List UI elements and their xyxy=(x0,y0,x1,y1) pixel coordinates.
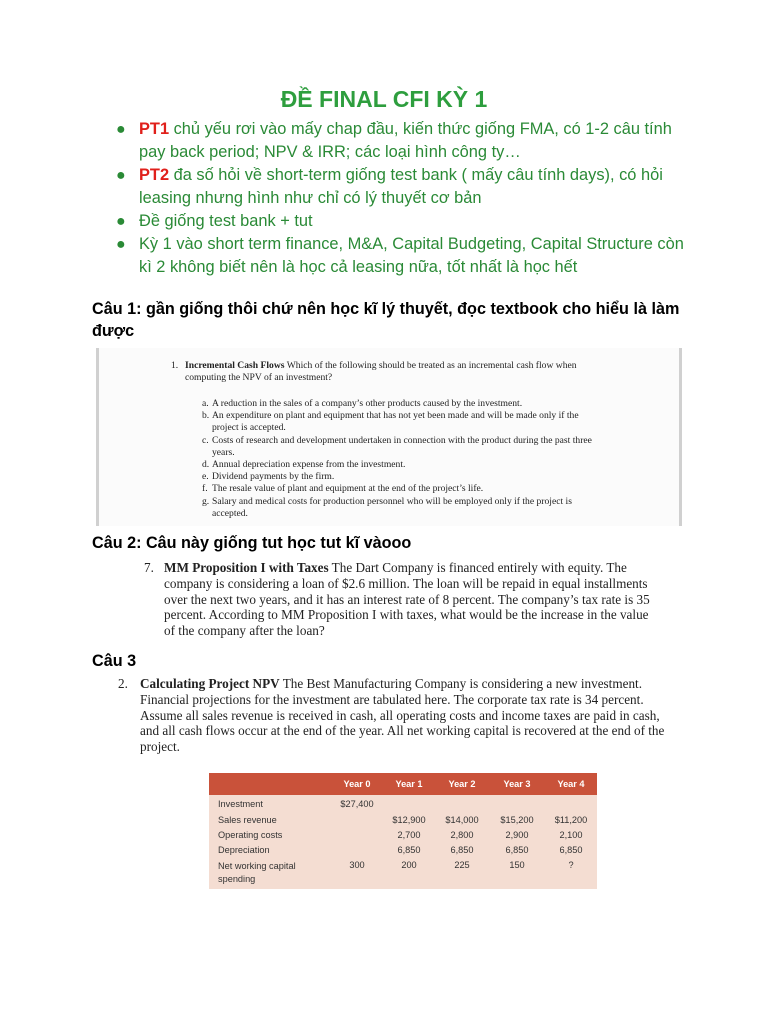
table-cell: $14,000 xyxy=(445,815,479,825)
option-text: Salary and medical costs for production personnel who will be employed only if the project is accepted. xyxy=(212,495,572,519)
option-b xyxy=(202,410,602,434)
question-1-text xyxy=(171,360,595,384)
question-2-image xyxy=(136,560,656,642)
option-letter: c. xyxy=(202,434,209,446)
table-cell: $15,200 xyxy=(500,815,534,825)
table-cell: 2,100 xyxy=(559,830,583,840)
option-c xyxy=(202,435,602,459)
bullet-icon: ● xyxy=(116,236,126,253)
option-letter: a. xyxy=(202,398,209,409)
column-header: Year 4 xyxy=(557,779,585,789)
question-3-text xyxy=(140,676,676,755)
bullet-icon: ● xyxy=(116,213,126,230)
list-item xyxy=(110,233,690,279)
list-item xyxy=(110,164,690,210)
option-letter: g. xyxy=(202,495,210,507)
row-label: Net working capital spending xyxy=(218,861,296,884)
question-3-image xyxy=(112,676,678,758)
option-a xyxy=(202,398,602,410)
option-text: Dividend payments by the firm. xyxy=(212,471,335,483)
column-header: Year 3 xyxy=(503,779,531,789)
option-g xyxy=(202,496,602,520)
option-text: An expenditure on plant and equipment that has not yet been made and will be made only if the project is accepted. xyxy=(212,410,579,434)
option-text: The resale value of plant and equipment at the end of the project’s life. xyxy=(212,483,484,495)
table-cell: 200 xyxy=(401,860,417,870)
table-cell: 6,850 xyxy=(397,845,421,855)
question-body: Which of the following should be treated as an incremental cash flow when computing the NPV of an investment? xyxy=(185,360,577,384)
table-cell: $12,900 xyxy=(392,815,426,825)
question-title: Incremental Cash Flows xyxy=(185,360,285,371)
table-cell: 150 xyxy=(509,860,525,870)
financial-projections-table xyxy=(209,773,597,889)
bullet-icon: ● xyxy=(116,121,126,138)
option-letter: f. xyxy=(202,483,208,495)
row-label: Operating costs xyxy=(218,830,283,840)
question-3-heading: Câu 3 xyxy=(92,652,137,670)
page-title: ĐỀ FINAL CFI KỲ 1 xyxy=(280,86,488,112)
option-e xyxy=(202,471,602,483)
list-item-text: Đề giống test bank + tut xyxy=(139,212,313,230)
column-header: Year 2 xyxy=(448,779,476,789)
question-title: Calculating Project NPV xyxy=(140,676,280,691)
table-cell: 6,850 xyxy=(450,845,474,855)
notes-list xyxy=(110,118,690,279)
column-header: Year 1 xyxy=(395,779,423,789)
list-item xyxy=(110,118,690,164)
table-header xyxy=(209,773,597,795)
table-cell: $11,200 xyxy=(554,815,588,825)
question-2-heading: Câu 2: Câu này giống tut học tut kĩ vàooo xyxy=(92,534,412,552)
option-letter: d. xyxy=(202,459,210,471)
option-d xyxy=(202,459,602,471)
table-cell: 2,800 xyxy=(450,830,474,840)
row-label: Investment xyxy=(218,799,263,809)
tag-pt2: PT2 xyxy=(139,166,170,184)
row-label: Sales revenue xyxy=(218,815,277,825)
list-item-text: đa số hỏi về short-term giống test bank ( mấy câu tính days), có hỏi leasing nhưng hình như chỉ có lý thuyết cơ bản xyxy=(139,166,663,207)
option-text: Costs of research and development undertaken in connection with the product during the past three years. xyxy=(212,434,592,458)
table-cell: ? xyxy=(568,860,574,870)
question-1-heading: Câu 1: gần giống thôi chứ nên học kĩ lý thuyết, đọc textbook cho hiểu là làm được xyxy=(92,300,680,340)
option-letter: b. xyxy=(202,410,210,422)
list-item xyxy=(110,210,690,233)
table-cell: 6,850 xyxy=(505,845,529,855)
option-f xyxy=(202,483,602,495)
question-2-text xyxy=(164,560,654,639)
row-label: Depreciation xyxy=(218,845,270,855)
question-1-options xyxy=(202,398,602,520)
question-number: 1. xyxy=(171,360,179,371)
table-cell: 2,900 xyxy=(505,830,529,840)
option-text: Annual depreciation expense from the investment. xyxy=(212,459,406,471)
question-number: 7. xyxy=(144,560,154,575)
bullet-icon: ● xyxy=(116,167,126,184)
question-body: The Best Manufacturing Company is considering a new investment. Financial projections for the investment are tabulated here. The corporate tax rate is 34 percent. Assume all sales revenue is received in cash, all operating costs and income taxes are paid in cash, and all cash flows occur at the end of the year. All net working capital is recovered at the end of the project. xyxy=(140,676,665,755)
question-body: The Dart Company is financed entirely with equity. The company is considering a loan of $2.6 million. The loan will be repaid in equal installments over the next two years, and it has an interest rate of 8 percent. The company’s tax rate is 35 percent. According to MM Proposition I with taxes, what would be the increase in the value of the company after the loan? xyxy=(164,560,650,639)
table-cell: $27,400 xyxy=(340,799,374,809)
option-text: A reduction in the sales of a company’s other products caused by the investment. xyxy=(212,398,523,409)
tag-pt1: PT1 xyxy=(139,120,170,138)
option-letter: e. xyxy=(202,471,209,483)
question-number: 2. xyxy=(118,676,128,691)
table-cell: 2,700 xyxy=(397,830,421,840)
list-item-text: chủ yếu rơi vào mấy chap đầu, kiến thức giống FMA, có 1-2 câu tính pay back period; NPV & IRR; các loại hình công ty… xyxy=(139,120,672,161)
list-item-text: Kỳ 1 vào short term finance, M&A, Capital Budgeting, Capital Structure còn kì 2 không biết nên là học cả leasing nữa, tốt nhất là học hết xyxy=(139,235,684,276)
question-title: MM Proposition I with Taxes xyxy=(164,560,329,575)
table-cell: 6,850 xyxy=(559,845,583,855)
table-cell: 225 xyxy=(454,860,470,870)
column-header: Year 0 xyxy=(343,779,371,789)
question-1-image xyxy=(96,348,682,526)
table-cell: 300 xyxy=(349,860,365,870)
